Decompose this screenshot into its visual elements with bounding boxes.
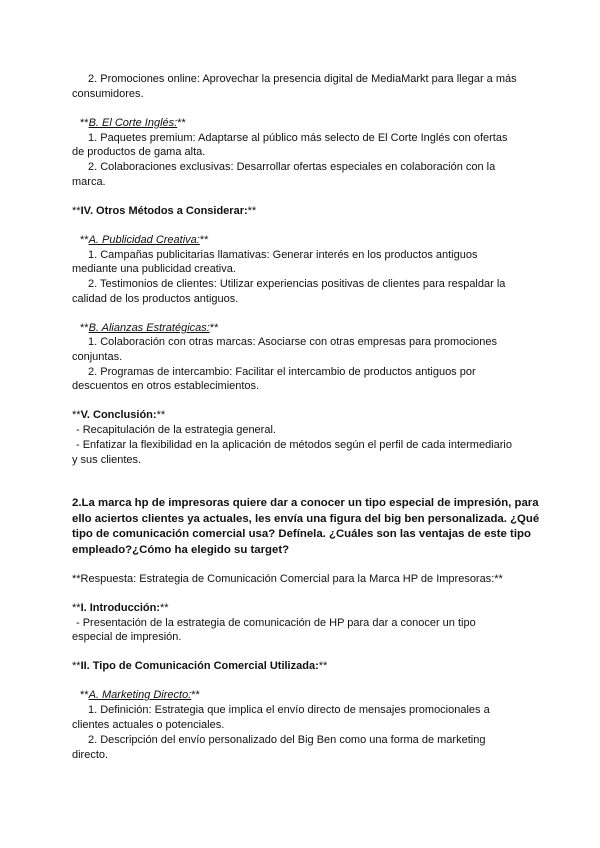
list-item: 1. Colaboración con otras marcas: Asociarse con otras empresas para promociones — [88, 336, 498, 348]
question-line: tipo de comunicación comercial usa? Defínela. ¿Cuáles son las ventajas de este tipo — [72, 528, 531, 540]
list-item-continuation: de productos de gama alta. — [72, 146, 206, 158]
list-item: 2. Testimonios de clientes: Utilizar experiencias positivas de clientes para respaldar la — [88, 278, 506, 290]
list-item: 1. Paquetes premium: Adaptarse al público más selecto de El Corte Inglés con ofertas — [88, 132, 508, 144]
section-title-otros-metodos: **IV. Otros Métodos a Considerar:** — [72, 205, 257, 217]
list-item: 2. Colaboraciones exclusivas: Desarrollar ofertas especiales en colaboración con la — [88, 161, 496, 173]
question-line: empleado?¿Cómo ha elegido su target? — [72, 544, 290, 556]
list-item: - Presentación de la estrategia de comunicación de HP para dar a conocer un tipo — [76, 617, 476, 629]
section-title-introduccion: **I. Introducción:** — [72, 602, 169, 614]
list-item-continuation: especial de impresión. — [72, 631, 182, 643]
question-line: 2.La marca hp de impresoras quiere dar a conocer un tipo especial de impresión, para — [72, 497, 539, 509]
list-item-continuation: calidad de los productos antiguos. — [72, 293, 239, 305]
subheading-alianzas-estrategicas: **B. Alianzas Estratégicas:** — [80, 322, 219, 334]
list-item-continuation: consumidores. — [72, 88, 144, 100]
list-item-continuation: y sus clientes. — [72, 454, 142, 466]
list-item-continuation: mediante una publicidad creativa. — [72, 263, 236, 275]
list-item: 2. Programas de intercambio: Facilitar el intercambio de productos antiguos por — [88, 366, 476, 378]
list-item-continuation: directo. — [72, 749, 109, 761]
list-item-continuation: conjuntas. — [72, 351, 123, 363]
list-item: 1. Campañas publicitarias llamativas: Generar interés en los productos antiguos — [88, 249, 478, 261]
list-item-continuation: marca. — [72, 176, 106, 188]
subheading-publicidad-creativa: **A. Publicidad Creativa:** — [80, 234, 209, 246]
section-title-tipo-comunicacion: **II. Tipo de Comunicación Comercial Utilizada:** — [72, 660, 328, 672]
list-item-continuation: clientes actuales o potenciales. — [72, 719, 225, 731]
list-item: - Enfatizar la flexibilidad en la aplicación de métodos según el perfil de cada intermediario — [76, 439, 512, 451]
response-heading: **Respuesta: Estrategia de Comunicación Comercial para la Marca HP de Impresoras:** — [72, 573, 503, 585]
list-item: 2. Promociones online: Aprovechar la presencia digital de MediaMarkt para llegar a más — [88, 73, 517, 85]
list-item: - Recapitulación de la estrategia general. — [76, 424, 276, 436]
subheading-el-corte-ingles: **B. El Corte Inglés:** — [80, 117, 186, 129]
list-item: 2. Descripción del envío personalizado del Big Ben como una forma de marketing — [88, 734, 486, 746]
list-item: 1. Definición: Estrategia que implica el envío directo de mensajes promocionales a — [88, 704, 490, 716]
question-line: ello aciertos clientes ya actuales, les envía una figura del big ben personalizada. ¿Qué — [72, 513, 540, 525]
list-item-continuation: descuentos en otros establecimientos. — [72, 380, 260, 392]
subheading-marketing-directo: **A. Marketing Directo:** — [80, 689, 200, 701]
section-title-conclusion: **V. Conclusión:** — [72, 409, 166, 421]
